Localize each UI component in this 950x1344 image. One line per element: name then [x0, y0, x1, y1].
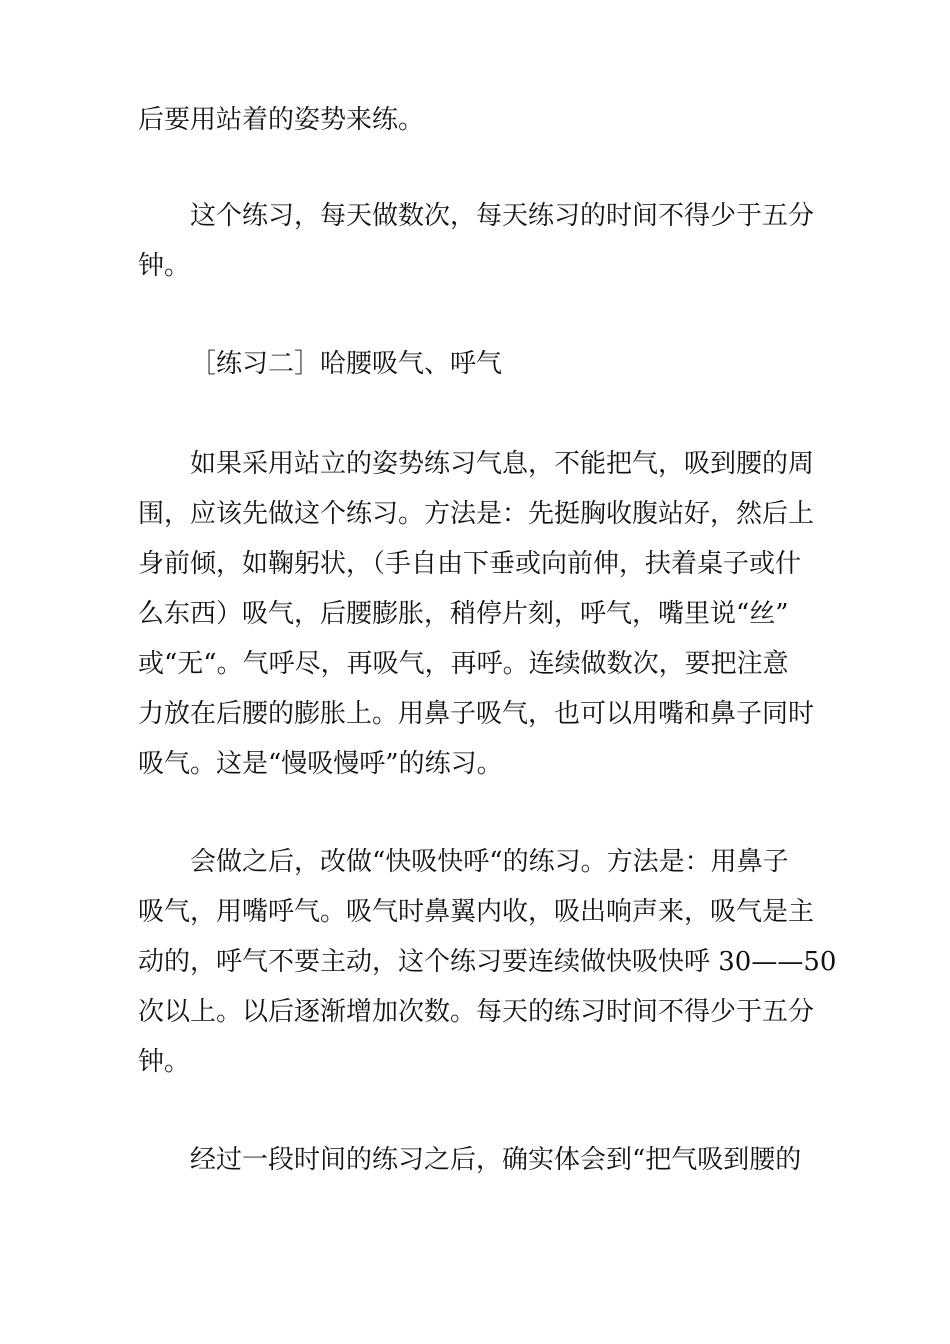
paragraph-line: 后要用站着的姿势来练。	[138, 105, 425, 135]
paragraph-line: 会做之后，改做“快吸快呼“的练习。方法是：用鼻子	[190, 847, 789, 877]
paragraph-line: 么东西）吸气，后腰膨胀，稍停片刻，呼气，嘴里说“丝”	[138, 599, 789, 629]
paragraph-line: 次以上。以后逐渐增加次数。每天的练习时间不得少于五分	[138, 997, 815, 1027]
paragraph-line: 力放在后腰的膨胀上。用鼻子吸气，也可以用嘴和鼻子同时	[138, 699, 815, 729]
paragraph-line: 钟。	[138, 251, 191, 281]
paragraph-line: 吸气。这是“慢吸慢呼”的练习。	[138, 749, 503, 779]
paragraph-line: 钟。	[138, 1047, 191, 1077]
paragraph-line: 或“无“。气呼尽，再吸气，再呼。连续做数次，要把注意	[138, 649, 789, 679]
section-heading: ［练习二］哈腰吸气、呼气	[190, 349, 503, 379]
paragraph-line: 围，应该先做这个练习。方法是：先挺胸收腹站好，然后上	[138, 499, 815, 529]
paragraph-line: 动的，呼气不要主动，这个练习要连续做快吸快呼 30——50	[138, 947, 837, 977]
paragraph-line: 身前倾，如鞠躬状，（手自由下垂或向前伸，扶着桌子或什	[138, 549, 802, 579]
paragraph-line: 这个练习，每天做数次，每天练习的时间不得少于五分	[190, 201, 815, 231]
paragraph-line: 如果采用站立的姿势练习气息，不能把气，吸到腰的周	[190, 449, 815, 479]
paragraph-line: 吸气，用嘴呼气。吸气时鼻翼内收，吸出响声来，吸气是主	[138, 897, 815, 927]
paragraph-line: 经过一段时间的练习之后，确实体会到“把气吸到腰的	[190, 1145, 802, 1175]
